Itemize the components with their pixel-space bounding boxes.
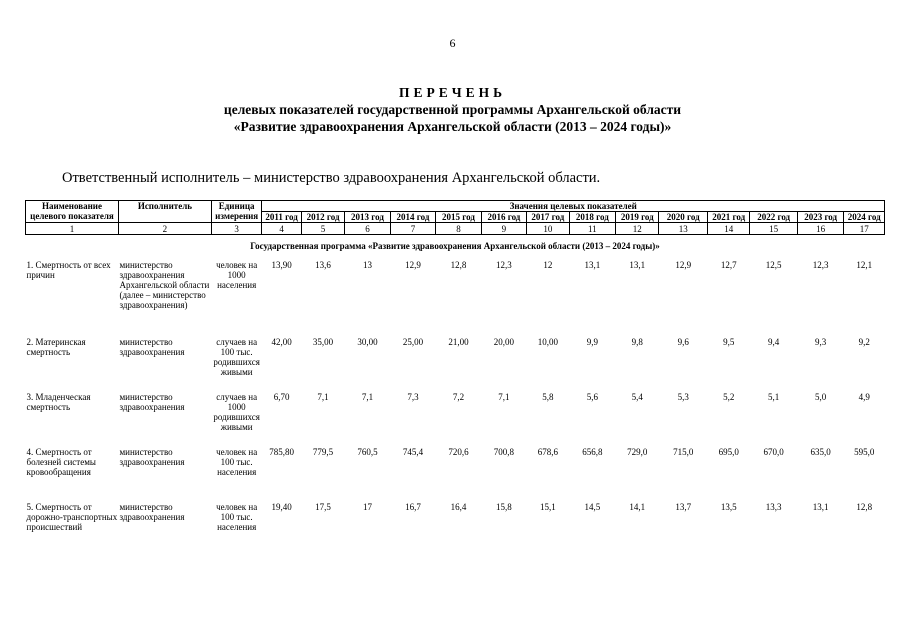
column-number: 13 xyxy=(659,223,708,235)
indicator-executor: министерство здравоохранения xyxy=(119,392,185,412)
indicator-value: 4,9 xyxy=(858,392,870,402)
header-row-1 xyxy=(26,201,885,212)
indicator-value: 16,4 xyxy=(450,502,467,512)
header-year: 2016 год xyxy=(481,212,526,223)
header-year: 2014 год xyxy=(390,212,435,223)
table-row xyxy=(26,444,885,499)
indicator-value: 700,8 xyxy=(493,447,515,457)
indicator-value: 5,3 xyxy=(677,392,689,402)
header-year: 2020 год xyxy=(659,212,708,223)
indicator-value: 13 xyxy=(363,260,372,270)
header-year: 2012 год xyxy=(301,212,344,223)
indicator-value: 15,1 xyxy=(539,502,556,512)
table-row xyxy=(26,257,885,334)
table-row xyxy=(26,499,885,552)
indicator-name: 5. Смертность от дорожно-транспортных происшествий xyxy=(26,502,118,532)
indicator-value: 25,00 xyxy=(402,337,424,347)
indicator-value: 670,0 xyxy=(763,447,784,457)
header-executor: Исполнитель xyxy=(118,201,211,223)
indicator-value: 12,3 xyxy=(496,260,512,270)
indicator-value: 678,6 xyxy=(537,447,558,457)
header-year: 2013 год xyxy=(345,212,390,223)
indicator-value: 12,5 xyxy=(765,260,782,270)
indicator-unit: человек на 100 тыс. населения xyxy=(216,502,258,532)
header-year: 2023 год xyxy=(797,212,843,223)
indicator-value: 5,0 xyxy=(815,392,827,402)
column-number: 16 xyxy=(797,223,843,235)
column-number: 6 xyxy=(345,223,390,235)
indicator-value: 21,00 xyxy=(448,337,469,347)
indicator-value: 12 xyxy=(543,260,553,270)
indicator-name: 1. Смертность от всех причин xyxy=(26,260,111,280)
indicator-value: 9,6 xyxy=(677,337,689,347)
indicator-executor: министерство здравоохранения Архангельской области (далее – министерство здравоохранения) xyxy=(119,260,210,310)
indicator-value: 779,5 xyxy=(312,447,334,457)
header-year: 2011 год xyxy=(262,212,301,223)
indicator-value: 13,6 xyxy=(315,260,331,270)
title-line-2: «Развитие здравоохранения Архангельской области (2013 – 2024 годы)» xyxy=(233,119,672,134)
indicator-value: 13,1 xyxy=(629,260,646,270)
header-values-group: Значения целевых показателей xyxy=(262,201,885,212)
indicator-value: 9,5 xyxy=(723,337,735,347)
indicator-value: 7,3 xyxy=(407,392,419,402)
table-row xyxy=(26,334,885,389)
indicator-value: 13,1 xyxy=(812,502,829,512)
indicator-value: 595,0 xyxy=(854,447,875,457)
indicator-value: 5,6 xyxy=(586,392,598,402)
column-numbers-row xyxy=(26,223,885,235)
indicator-value: 13,1 xyxy=(584,260,601,270)
indicator-value: 720,6 xyxy=(448,447,469,457)
indicator-executor: министерство здравоохранения xyxy=(119,502,185,522)
indicator-executor: министерство здравоохранения xyxy=(119,337,185,357)
program-title: Государственная программа «Развитие здравоохранения Архангельской области (2013 – 2024 годы)» xyxy=(250,241,660,251)
indicator-value: 14,5 xyxy=(584,502,601,512)
indicator-value: 12,9 xyxy=(405,260,421,270)
indicator-value: 729,0 xyxy=(627,447,648,457)
indicator-value: 5,8 xyxy=(542,392,554,402)
indicator-value: 5,4 xyxy=(631,392,643,402)
indicator-value: 15,8 xyxy=(496,502,512,512)
indicator-value: 760,5 xyxy=(357,447,378,457)
header-unit: Единица измерения xyxy=(211,201,262,223)
indicator-value: 13,7 xyxy=(675,502,692,512)
column-number: 15 xyxy=(750,223,797,235)
header-year: 2024 год xyxy=(844,212,885,223)
column-number: 1 xyxy=(26,223,119,235)
indicator-name: 4. Смертность от болезней системы кровообращения xyxy=(26,447,96,477)
document-title xyxy=(0,84,905,135)
page-number: 6 xyxy=(449,36,456,50)
program-row xyxy=(26,235,885,258)
column-number: 14 xyxy=(707,223,749,235)
indicator-value: 19,40 xyxy=(271,502,292,512)
indicator-value: 12,9 xyxy=(675,260,692,270)
indicator-value: 30,00 xyxy=(357,337,378,347)
indicator-value: 6,70 xyxy=(273,392,290,402)
header-name: Наименование целевого показателя xyxy=(26,201,119,223)
indicator-value: 7,2 xyxy=(452,392,465,402)
indicator-value: 13,5 xyxy=(720,502,737,512)
indicator-value: 12,7 xyxy=(720,260,737,270)
indicator-value: 42,00 xyxy=(271,337,292,347)
indicator-value: 5,2 xyxy=(723,392,735,402)
indicator-value: 12,1 xyxy=(856,260,873,270)
indicator-value: 7,1 xyxy=(498,392,510,402)
indicator-value: 12,8 xyxy=(450,260,467,270)
indicator-unit: человек на 100 тыс. населения xyxy=(216,447,258,477)
column-number: 17 xyxy=(844,223,885,235)
responsible-executor: Ответственный исполнитель – министерство здравоохранения Архангельской области. xyxy=(62,170,601,186)
indicator-value: 9,9 xyxy=(586,337,598,347)
title-line-1: целевых показателей государственной программы Архангельской области xyxy=(223,102,682,117)
indicator-value: 656,8 xyxy=(582,447,603,457)
indicator-value: 35,00 xyxy=(312,337,334,347)
column-number: 9 xyxy=(481,223,526,235)
indicator-value: 14,1 xyxy=(629,502,646,512)
indicator-executor: министерство здравоохранения xyxy=(119,447,185,467)
column-number: 12 xyxy=(616,223,659,235)
indicator-value: 745,4 xyxy=(402,447,424,457)
column-number: 5 xyxy=(301,223,344,235)
indicator-value: 7,1 xyxy=(361,392,374,402)
indicator-value: 12,3 xyxy=(812,260,829,270)
column-number: 3 xyxy=(211,223,262,235)
indicator-name: 3. Младенческая смертность xyxy=(26,392,91,412)
indicator-value: 785,80 xyxy=(269,447,294,457)
indicator-value: 20,00 xyxy=(493,337,515,347)
indicator-value: 9,3 xyxy=(815,337,827,347)
indicator-value: 635,0 xyxy=(810,447,831,457)
indicator-value: 715,0 xyxy=(673,447,694,457)
column-number: 4 xyxy=(262,223,301,235)
indicator-name: 2. Материнская смертность xyxy=(26,337,86,357)
indicator-unit: человек на 1000 населения xyxy=(216,260,258,290)
column-number: 11 xyxy=(569,223,615,235)
indicator-value: 5,1 xyxy=(768,392,780,402)
column-number: 2 xyxy=(118,223,211,235)
title-heading: ПЕРЕЧЕНЬ xyxy=(398,85,507,100)
indicator-value: 16,7 xyxy=(405,502,421,512)
indicator-value: 7,1 xyxy=(317,392,329,402)
indicator-value: 13,90 xyxy=(271,260,292,270)
indicator-value: 10,00 xyxy=(537,337,558,347)
header-year: 2017 год xyxy=(527,212,569,223)
indicators-table xyxy=(25,200,885,552)
indicator-value: 9,2 xyxy=(858,337,870,347)
indicator-value: 695,0 xyxy=(718,447,739,457)
column-number: 7 xyxy=(390,223,435,235)
header-year: 2021 год xyxy=(707,212,749,223)
header-year: 2015 год xyxy=(436,212,481,223)
indicator-value: 13,3 xyxy=(765,502,782,512)
column-number: 8 xyxy=(436,223,481,235)
indicator-value: 17,5 xyxy=(315,502,331,512)
header-year: 2019 год xyxy=(616,212,659,223)
indicator-unit: случаев на 1000 родившихся живыми xyxy=(213,392,260,432)
header-year: 2018 год xyxy=(569,212,615,223)
table-row xyxy=(26,389,885,444)
indicator-value: 12,8 xyxy=(856,502,873,512)
indicator-value: 9,8 xyxy=(631,337,643,347)
indicator-value: 17 xyxy=(363,502,372,512)
indicator-unit: случаев на 100 тыс. родившихся живыми xyxy=(213,337,260,377)
column-number: 10 xyxy=(527,223,569,235)
header-year: 2022 год xyxy=(750,212,797,223)
indicator-value: 9,4 xyxy=(768,337,780,347)
